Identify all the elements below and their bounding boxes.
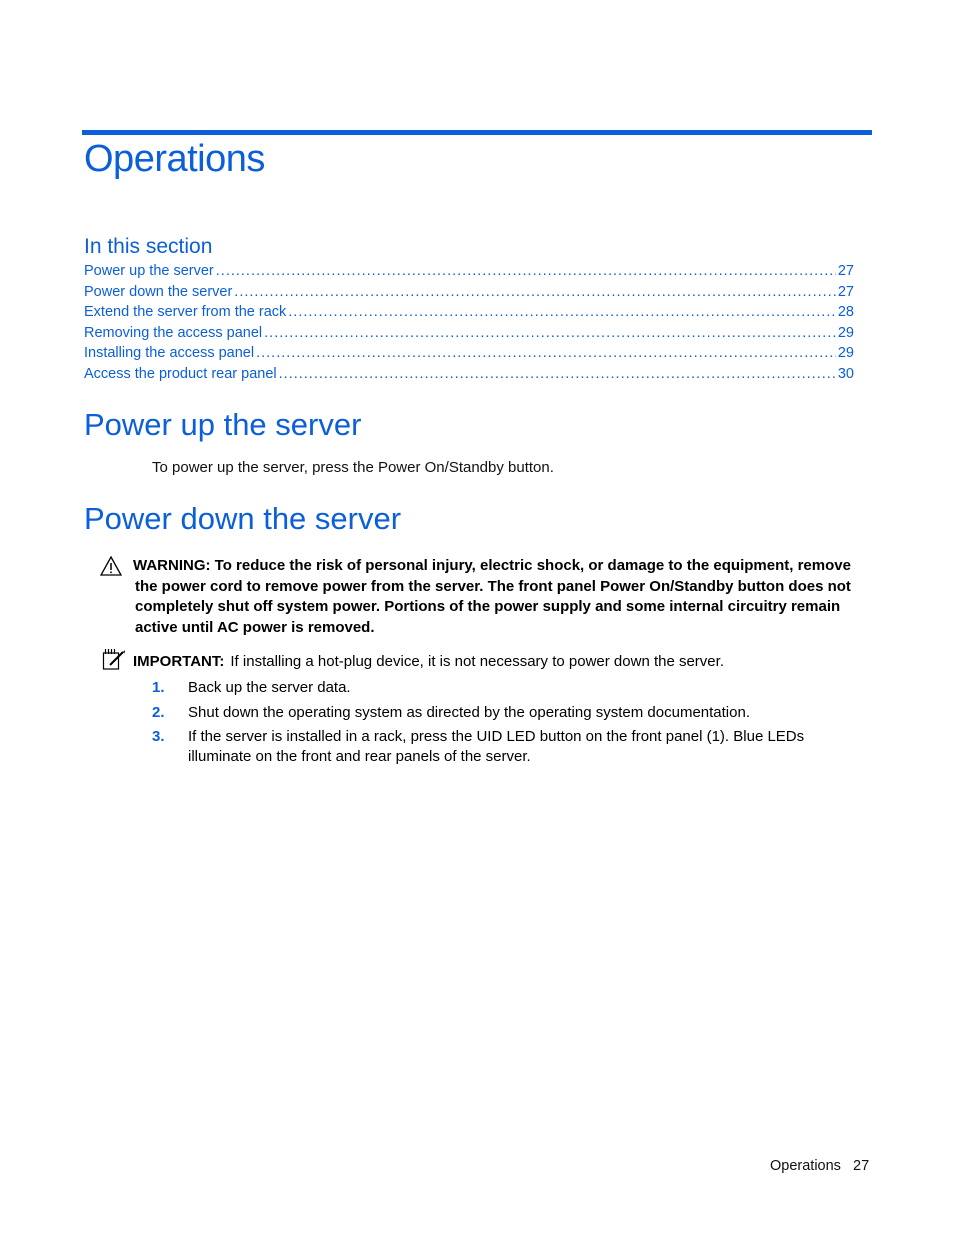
list-item [152, 678, 852, 698]
section-heading-power-up: Power up the server [84, 407, 362, 442]
toc-link-power-down[interactable] [84, 284, 854, 305]
toc-link-installing-panel[interactable] [84, 345, 854, 366]
toc-link-extend[interactable] [84, 304, 854, 325]
step-text: If the server is installed in a rack, press the UID LED button on the front panel (1). Blue LEDs illuminate on the front and rear panels of the server. [188, 728, 805, 765]
warning-triangle-icon [100, 556, 122, 576]
procedure-steps [152, 678, 852, 771]
list-item [152, 727, 852, 766]
toc-label: Extend the server from the rack [84, 304, 287, 320]
step-number: 1. [152, 679, 165, 696]
important-note [133, 653, 724, 670]
toc-link-removing-panel[interactable] [84, 325, 854, 346]
toc-label: Power up the server [84, 263, 214, 279]
toc-page: 27 [837, 283, 854, 300]
toc-page: 30 [837, 365, 854, 382]
warning-text: WARNING: To reduce the risk of personal injury, electric shock, or damage to the equipment, remove the power cord to remove power from the server. The front panel Power On/Standby button does not completely shut off system power. Portions of the power supply and some internal circuitry remain active until AC power is removed. [133, 557, 851, 636]
list-item [152, 703, 852, 723]
toc-page: 29 [837, 345, 854, 361]
toc-leader [279, 366, 836, 382]
step-number: 2. [152, 703, 165, 721]
toc-label: Removing the access panel [84, 324, 263, 341]
footer-section: Operations [770, 1158, 841, 1174]
toc-leader [216, 263, 836, 279]
important-notepad-icon [102, 648, 126, 670]
toc-leader [264, 325, 836, 341]
step-text: Shut down the operating system as directed by the operating system documentation. [188, 703, 750, 721]
toc-label: Power down the server [84, 283, 233, 300]
footer-page-number: 27 [853, 1158, 870, 1174]
toc-leader [234, 284, 836, 300]
step-text: Back up the server data. [188, 679, 351, 696]
step-number: 3. [152, 728, 165, 745]
toc-link-power-up[interactable] [84, 263, 854, 284]
toc-label: Access the product rear panel [84, 365, 277, 382]
toc-list [84, 263, 854, 386]
toc-leader [256, 345, 836, 361]
toc-heading: In this section [84, 235, 213, 258]
important-text: If installing a hot-plug device, it is not necessary to power down the server. [230, 653, 724, 670]
toc-leader [288, 304, 836, 320]
toc-page: 29 [837, 324, 854, 341]
power-up-text: To power up the server, press the Power On/Standby button. [152, 459, 554, 476]
page-title: Operations [84, 138, 265, 180]
toc-page: 27 [837, 263, 854, 279]
section-heading-power-down: Power down the server [84, 501, 402, 536]
toc-page: 28 [837, 304, 854, 320]
important-label: IMPORTANT: [133, 653, 225, 670]
title-rule [82, 130, 872, 135]
toc-link-rear-panel[interactable] [84, 366, 854, 387]
toc-label: Installing the access panel [84, 345, 255, 361]
